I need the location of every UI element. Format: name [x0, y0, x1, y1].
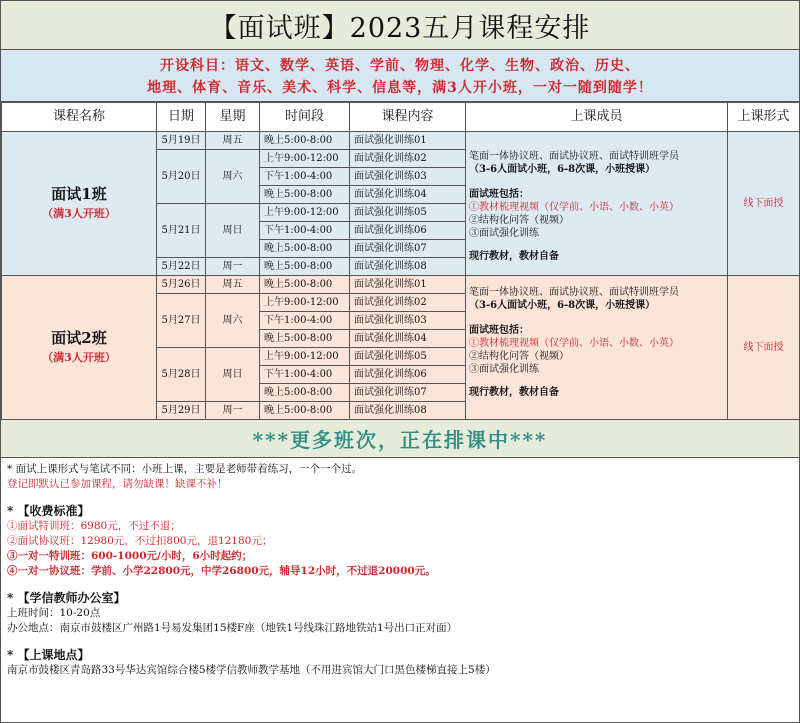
time-cell: 上午9:00-12:00 — [260, 294, 350, 312]
content-cell: 面试强化训练01 — [350, 132, 466, 150]
date-cell: 5月26日 — [157, 276, 206, 294]
time-cell: 下午1:00-4:00 — [260, 312, 350, 330]
header-week: 星期 — [206, 103, 260, 132]
members-line: ①教材梳理视频（仅学前、小语、小数、小英） — [469, 202, 679, 213]
members-line: （3-6人面试小班，6-8次课，小班授课） — [469, 164, 656, 175]
members-line: ③面试强化训练 — [469, 364, 539, 375]
time-cell: 上午9:00-12:00 — [260, 348, 350, 366]
content-cell: 面试强化训练01 — [350, 276, 466, 294]
members-line: 笔面一体协议班、面试协议班、面试特训班学员 — [469, 287, 679, 298]
table-header-row — [2, 103, 800, 132]
date-cell: 5月29日 — [157, 402, 206, 420]
date-cell: 5月22日 — [157, 258, 206, 276]
content-cell: 面试强化训练06 — [350, 366, 466, 384]
content-cell: 面试强化训练06 — [350, 222, 466, 240]
header-content: 课程内容 — [350, 103, 466, 132]
class-name: 面试2班 — [51, 328, 107, 347]
time-cell: 晚上5:00-8:00 — [260, 258, 350, 276]
time-cell: 晚上5:00-8:00 — [260, 276, 350, 294]
time-cell: 晚上5:00-8:00 — [260, 384, 350, 402]
content-cell: 面试强化训练08 — [350, 402, 466, 420]
header-date: 日期 — [157, 103, 206, 132]
date-cell: 5月20日 — [157, 150, 206, 204]
members-cell — [466, 276, 728, 420]
members-line: 面试班包括： — [469, 189, 529, 200]
content-cell: 面试强化训练07 — [350, 384, 466, 402]
office-heading: * 【学信教师办公室】 — [7, 591, 126, 605]
content-cell: 面试强化训练08 — [350, 258, 466, 276]
time-cell: 下午1:00-4:00 — [260, 222, 350, 240]
time-cell: 晚上5:00-8:00 — [260, 132, 350, 150]
members-line: ②结构化问答（视频） — [469, 351, 569, 362]
schedule-table — [1, 102, 800, 420]
subjects-line-2: 地理、体育、音乐、美术、科学、信息等，满3人开小班，一对一随到随学！ — [147, 80, 653, 96]
time-cell: 晚上5:00-8:00 — [260, 330, 350, 348]
form-cell: 线下面授 — [728, 132, 800, 276]
time-cell: 上午9:00-12:00 — [260, 150, 350, 168]
week-cell: 周日 — [206, 204, 260, 258]
table-row — [2, 132, 800, 150]
class-note: （满3人开班） — [42, 350, 116, 364]
week-cell: 周六 — [206, 294, 260, 348]
date-cell: 5月21日 — [157, 204, 206, 258]
content-cell: 面试强化训练05 — [350, 348, 466, 366]
members-cell — [466, 132, 728, 276]
week-cell: 周五 — [206, 132, 260, 150]
date-cell: 5月19日 — [157, 132, 206, 150]
date-cell: 5月28日 — [157, 348, 206, 402]
members-line: （3-6人面试小班，6-8次课，小班授课） — [469, 300, 656, 311]
note-attendance: 登记即默认已参加课程，请勿缺课！缺课不补！ — [7, 478, 228, 490]
class-name: 面试1班 — [51, 184, 107, 203]
class-2-body — [2, 276, 800, 420]
time-cell: 下午1:00-4:00 — [260, 366, 350, 384]
header-course: 课程名称 — [2, 103, 157, 132]
fee-heading: * 【收费标准】 — [7, 504, 90, 518]
fee-item: ③一对一特训班：600-1000元/小时，6小时起约； — [7, 550, 253, 562]
content-cell: 面试强化训练03 — [350, 312, 466, 330]
week-cell: 周五 — [206, 276, 260, 294]
page-title: 【面试班】2023五月课程安排 — [1, 1, 799, 50]
class-1-body — [2, 132, 800, 276]
time-cell: 上午9:00-12:00 — [260, 204, 350, 222]
class-note: （满3人开班） — [42, 206, 116, 220]
members-line: ③面试强化训练 — [469, 228, 539, 239]
time-cell: 晚上5:00-8:00 — [260, 186, 350, 204]
content-cell: 面试强化训练03 — [350, 168, 466, 186]
content-cell: 面试强化训练05 — [350, 204, 466, 222]
members-line: ①教材梳理视频（仅学前、小语、小数、小英） — [469, 338, 679, 349]
week-cell: 周一 — [206, 258, 260, 276]
week-cell: 周六 — [206, 150, 260, 204]
fee-item: ①面试特训班：6980元，不过不退； — [7, 520, 181, 532]
content-cell: 面试强化训练02 — [350, 294, 466, 312]
notes-section — [1, 458, 799, 682]
fee-item: ④一对一协议班：学前、小学22800元，中学26800元，辅导12小时，不过退20000元。 — [7, 565, 436, 577]
members-line: 面试班包括： — [469, 325, 529, 336]
members-line: 现行教材，教材自备 — [469, 387, 559, 398]
time-cell: 下午1:00-4:00 — [260, 168, 350, 186]
header-members: 上课成员 — [466, 103, 728, 132]
members-line: 笔面一体协议班、面试协议班、面试特训班学员 — [469, 151, 679, 162]
class-name-cell — [2, 132, 157, 276]
members-line: 现行教材，教材自备 — [469, 251, 559, 262]
more-classes-banner: ***更多班次，正在排课中*** — [1, 420, 799, 458]
content-cell: 面试强化训练02 — [350, 150, 466, 168]
content-cell: 面试强化训练04 — [350, 186, 466, 204]
venue-heading: * 【上课地点】 — [7, 648, 90, 662]
class-name-cell — [2, 276, 157, 420]
header-form: 上课形式 — [728, 103, 800, 132]
office-address: 办公地点：南京市鼓楼区广州路1号易发集团15楼F座（地铁1号线珠江路地铁站1号出口正对面） — [7, 622, 458, 634]
content-cell: 面试强化训练07 — [350, 240, 466, 258]
week-cell: 周日 — [206, 348, 260, 402]
venue-address: 南京市鼓楼区青岛路33号华达宾馆综合楼5楼学信教师教学基地（不用进宾馆大门口黑色楼梯直接上5楼） — [7, 664, 496, 676]
office-hours: 上班时间：10-20点 — [7, 607, 101, 619]
table-row — [2, 276, 800, 294]
note-format: * 面试上课形式与笔试不同：小班上课，主要是老师带着练习，一个一个过。 — [7, 463, 363, 475]
time-cell: 晚上5:00-8:00 — [260, 240, 350, 258]
subjects-banner — [1, 50, 799, 102]
time-cell: 晚上5:00-8:00 — [260, 402, 350, 420]
header-time: 时间段 — [260, 103, 350, 132]
members-line: ②结构化问答（视频） — [469, 215, 569, 226]
form-cell: 线下面授 — [728, 276, 800, 420]
content-cell: 面试强化训练04 — [350, 330, 466, 348]
fee-item: ②面试协议班：12980元，不过扣800元，退12180元； — [7, 535, 273, 547]
week-cell: 周一 — [206, 402, 260, 420]
date-cell: 5月27日 — [157, 294, 206, 348]
subjects-line-1: 开设科目：语文、数学、英语、学前、物理、化学、生物、政治、历史、 — [160, 58, 640, 74]
